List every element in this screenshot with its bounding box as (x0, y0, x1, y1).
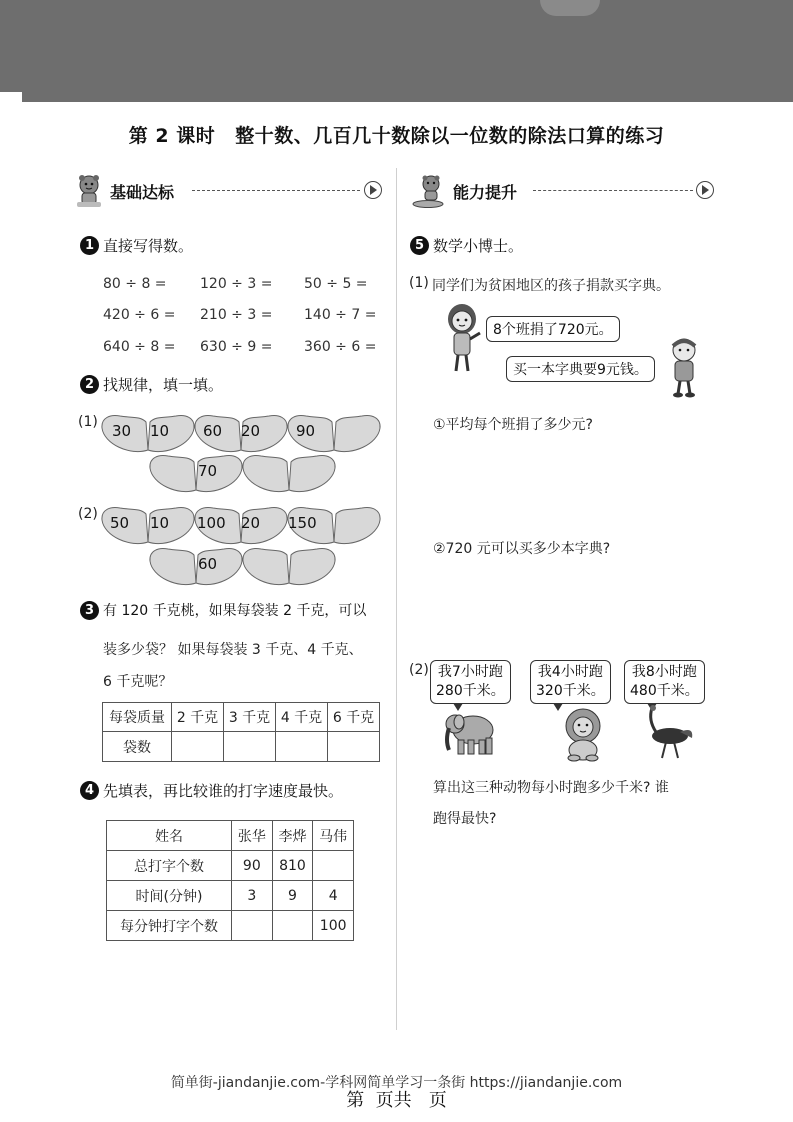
calc-item: 640 ÷ 8 = (103, 339, 176, 355)
leaf-pair-icon (148, 545, 244, 589)
leaf-pair (193, 412, 289, 456)
leaf-value: 20 (241, 422, 261, 440)
question-text-line: 跑得最快? (433, 811, 497, 827)
table-cell: 90 (232, 851, 273, 881)
leaf-pair-icon (241, 452, 337, 496)
leaf-value: 10 (150, 422, 170, 440)
leaf-value: 150 (288, 514, 317, 532)
section-heading-basic (74, 174, 386, 208)
speech-bubble-elephant (430, 660, 511, 704)
question-5 (410, 235, 523, 256)
leaf-value: 60 (198, 555, 218, 573)
table-row-label: 每分钟打字个数 (107, 911, 232, 941)
sub-question: ②720 元可以买多少本字典? (433, 541, 611, 557)
part-label: (1) (78, 414, 98, 430)
calc-item: 50 ÷ 5 = (304, 276, 368, 292)
elephant-icon (441, 708, 497, 758)
bubble-line: 480千米。 (630, 683, 699, 699)
question-text-line: 装多少袋？ 如果每袋装 3 千克、4 千克、 (103, 642, 363, 658)
calc-item: 360 ÷ 6 = (304, 339, 377, 355)
table-row-label: 袋数 (103, 732, 172, 762)
header-decoration (540, 0, 600, 16)
leaf-pair (148, 452, 244, 496)
table-header-cell: 3 千克 (224, 703, 276, 732)
answer-cell[interactable] (232, 911, 273, 941)
table-header-cell: 马伟 (313, 821, 354, 851)
leaf-value: 60 (203, 422, 223, 440)
answer-cell[interactable] (328, 732, 380, 762)
page-title (0, 121, 793, 148)
leaf-pair (100, 412, 196, 456)
part-label: (1) (409, 275, 429, 291)
bubble-line: 我7小时跑 (437, 664, 503, 680)
question-number: 1 (80, 236, 99, 255)
leaf-pair (193, 504, 289, 548)
leaf-value: 10 (150, 514, 170, 532)
question-prompt: 先填表，再比较谁的打字速度最快。 (103, 782, 344, 800)
column-divider (396, 168, 397, 1030)
bubble-line: 我8小时跑 (631, 664, 697, 680)
table-cell: 810 (272, 851, 313, 881)
table-header-cell: 姓名 (107, 821, 232, 851)
question-text-line: 算出这三种动物每小时跑多少千米? 谁 (433, 780, 669, 796)
bubble-line: 我4小时跑 (537, 664, 603, 680)
calc-item: 210 ÷ 3 = (200, 307, 273, 323)
leaf-value: 30 (112, 422, 132, 440)
header-band (0, 0, 793, 102)
ostrich-icon (644, 704, 696, 760)
play-arrow-icon (364, 181, 382, 199)
answer-cell[interactable] (224, 732, 276, 762)
leaf-pair (241, 545, 337, 589)
answer-cell[interactable] (172, 732, 224, 762)
speech-bubble-boy: 买一本字典要9元钱。 (506, 356, 655, 382)
part-label: (2) (409, 662, 429, 678)
section-title-advanced: 能力提升 (453, 183, 518, 202)
table-row-label: 总打字个数 (107, 851, 232, 881)
part-label: (2) (78, 506, 98, 522)
question-text-line: 有 120 千克桃，如果每袋装 2 千克，可以 (103, 603, 367, 619)
table-cell: 9 (272, 881, 313, 911)
calc-item: 140 ÷ 7 = (304, 307, 377, 323)
table-header-cell: 6 千克 (328, 703, 380, 732)
boy-figure-icon (664, 336, 704, 398)
lesson-label: 第 2 课时 (128, 125, 216, 147)
question-text-line: 6 千克呢？ (103, 674, 173, 690)
leaf-pair (241, 452, 337, 496)
calc-item: 80 ÷ 8 = (103, 276, 167, 292)
bag-count-table (102, 702, 380, 762)
question-prompt: 找规律，填一填。 (103, 376, 224, 394)
table-cell: 3 (232, 881, 273, 911)
question-number: 4 (80, 781, 99, 800)
question-number: 2 (80, 375, 99, 394)
leaf-pair-icon (241, 545, 337, 589)
leaf-pair (100, 504, 196, 548)
leaf-pair (148, 545, 244, 589)
question-3 (80, 600, 366, 620)
leaf-value: 90 (296, 422, 316, 440)
typing-speed-table (106, 820, 354, 941)
speech-bubble-girl: 8个班捐了720元。 (486, 316, 620, 342)
table-header-cell: 4 千克 (276, 703, 328, 732)
table-row-label: 时间(分钟) (107, 881, 232, 911)
tiger-surfing-mascot-icon (409, 174, 447, 208)
page-number: 第 页共 页 (346, 1090, 447, 1111)
question-prompt: 直接写得数。 (103, 237, 194, 255)
leaf-value: 70 (198, 462, 218, 480)
question-number: 3 (80, 601, 99, 620)
answer-cell[interactable] (272, 911, 313, 941)
question-number: 5 (410, 236, 429, 255)
question-2 (80, 374, 223, 395)
table-header-cell: 2 千克 (172, 703, 224, 732)
dashed-line (533, 190, 693, 191)
question-1 (80, 235, 193, 256)
lion-icon (558, 706, 608, 762)
leaf-pair-icon (148, 452, 244, 496)
question-4 (80, 780, 343, 801)
play-arrow-icon (696, 181, 714, 199)
section-heading-advanced (413, 174, 718, 208)
leaf-value: 50 (110, 514, 130, 532)
leaf-value: 100 (197, 514, 226, 532)
header-notch (0, 92, 22, 102)
leaf-value: 20 (241, 514, 261, 532)
watermark-text: 简单街-jiandanjie.com-学科网简单学习一条街 https://jiandanjie.com (170, 1075, 623, 1091)
speech-bubble-ostrich (624, 660, 705, 704)
answer-cell[interactable] (276, 732, 328, 762)
girl-figure-icon (440, 303, 484, 375)
table-header-cell: 每袋质量 (103, 703, 172, 732)
bubble-line: 320千米。 (536, 683, 605, 699)
leaf-pair (286, 504, 382, 548)
lesson-topic: 整十数、几百几十数除以一位数的除法口算的练习 (235, 125, 665, 147)
calc-item: 630 ÷ 9 = (200, 339, 273, 355)
bubble-line: 280千米。 (436, 683, 505, 699)
answer-cell[interactable] (313, 851, 354, 881)
table-header-cell: 张华 (232, 821, 273, 851)
sub-question: ①平均每个班捐了多少元? (433, 417, 593, 433)
question-prompt: 数学小博士。 (433, 237, 524, 255)
leaf-pair (286, 412, 382, 456)
calc-item: 420 ÷ 6 = (103, 307, 176, 323)
calc-item: 120 ÷ 3 = (200, 276, 273, 292)
part-text: 同学们为贫困地区的孩子捐款买字典。 (432, 278, 670, 294)
speech-bubble-lion (530, 660, 611, 704)
tiger-mascot-icon (74, 174, 104, 208)
dashed-line (192, 190, 360, 191)
table-cell: 100 (313, 911, 354, 941)
section-title-basic: 基础达标 (110, 183, 175, 202)
table-cell: 4 (313, 881, 354, 911)
table-header-cell: 李烨 (272, 821, 313, 851)
